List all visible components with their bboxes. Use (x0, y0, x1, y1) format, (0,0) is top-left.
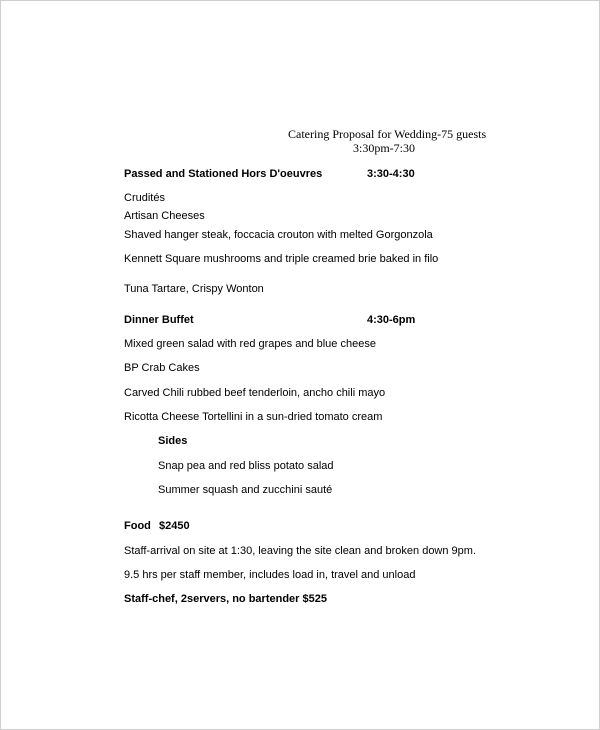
side-item: Summer squash and zucchini sauté (158, 484, 333, 496)
sides-heading: Sides (158, 435, 188, 447)
menu-item: Tuna Tartare, Crispy Wonton (124, 283, 264, 295)
menu-item: Ricotta Cheese Tortellini in a sun-dried tomato cream (124, 411, 383, 423)
menu-item: Crudités (124, 192, 165, 204)
menu-item: Carved Chili rubbed beef tenderloin, ancho chili mayo (124, 387, 386, 399)
menu-item: Artisan Cheeses (124, 210, 205, 222)
food-price: $2450 (159, 520, 190, 532)
proposal-title: Catering Proposal for Wedding-75 guests (288, 127, 487, 141)
hors-doeuvres-time: 3:30-4:30 (367, 168, 415, 180)
staff-summary: Staff-chef, 2servers, no bartender $525 (124, 593, 327, 605)
side-item: Snap pea and red bliss potato salad (158, 460, 334, 472)
dinner-buffet-heading: Dinner Buffet (124, 314, 194, 326)
staff-hours-note: 9.5 hrs per staff member, includes load in, travel and unload (124, 569, 416, 581)
menu-item: Mixed green salad with red grapes and blue cheese (124, 338, 376, 350)
menu-item: Kennett Square mushrooms and triple creamed brie baked in filo (124, 253, 439, 265)
menu-item: Shaved hanger steak, foccacia crouton with melted Gorgonzola (124, 229, 433, 241)
dinner-buffet-time: 4:30-6pm (367, 314, 416, 326)
food-label: Food (124, 520, 151, 532)
hors-doeuvres-heading: Passed and Stationed Hors D'oeuvres (124, 168, 323, 180)
event-time: 3:30pm-7:30 (353, 141, 415, 155)
staff-arrival-note: Staff-arrival on site at 1:30, leaving the site clean and broken down 9pm. (124, 545, 477, 557)
menu-item: BP Crab Cakes (124, 362, 200, 374)
